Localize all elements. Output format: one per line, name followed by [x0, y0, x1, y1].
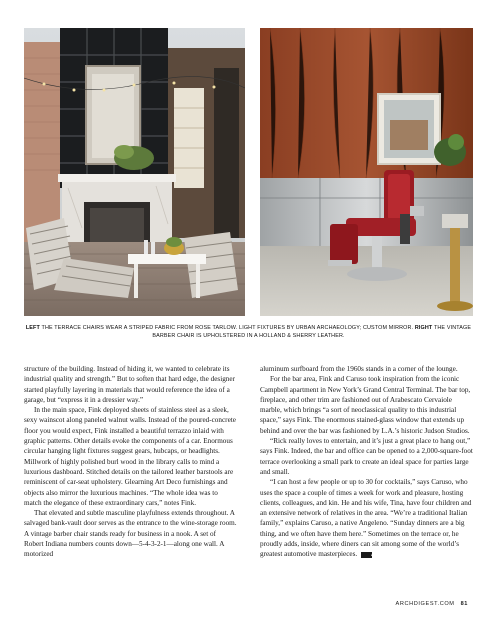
paragraph: In the main space, Fink deployed sheets of stainless steel as a sleek, sexy wainscot along paneled walnut walls. Instead of the poured-concrete floor you would expect, Fink installed a beautiful terrazzo inlaid with graphic patterns. Other details evoke the components of a car. Enormous circular hanging light fixtures suggest gears, hubcaps, or headlights. Millwork of highly polished burl wood in the library calls to mind a luxurious dashboard. Stitched details on the tailored leather barstools are reminiscent of car-seat upholstery. Glearning Art Deco furnishings and objects also mirror the luxurious machines. “The whole idea was to match the elegance of these extraordinary cars,” notes Fink.	[24, 406, 236, 507]
barber-chair-illustration	[260, 28, 473, 316]
paragraph: “Rick really loves to entertain, and it’s just a great place to hang out,” says Fink. Indeed, the bar and office can be opened to a 2,000-square-foot terrace overlooking a small park to create an ideal space for parties large and small.	[260, 437, 473, 476]
paragraph: aluminum surfboard from the 1960s stands in a corner of the lounge.	[260, 365, 458, 373]
caption-left-label: LEFT	[25, 325, 40, 331]
page-folio	[396, 601, 469, 607]
paragraph: That elevated and subtle masculine playfulness extends throughout. A salvaged bank-vault door serves as the entrance to the wine-storage room. A vintage barber chair stands ready for business in a nook. A set of Robert Indiana numbers counts down—5-4-3-2-1—along one wall. A motorized	[24, 509, 237, 559]
paragraph-last	[260, 477, 473, 559]
page-number: 81	[460, 601, 468, 607]
paragraph-text: “I can host a few people or up to 30 for cocktails,” says Caruso, who uses the space a couple of times a week for work and pleasure, hosting clients, colleagues, and kin. He and his wife, Tina, have four children and an extensive network of relatives in the area. “We’re a traditional Italian family,” explains Caruso, a native Angeleno. “Sunday dinners are a big thing, and we often have them here.” Sometimes on the terrace or, he proudly adds, inside, where diners can sit among some of the world’s greatest automotive masterpieces.	[260, 478, 472, 559]
paragraph: For the bar area, Fink and Caruso took inspiration from the iconic Campbell apartment in New York’s Grand Central Terminal. The bar top, fireplace, and other trim are fashioned out of Arabescato Cervaiole marble, which brings “a sort of neoclassical quality to this industrial space,” says Fink. The enormous stained-glass window that extends up behind and over the bar was fashioned by L.A.’s historic Judson Studios.	[260, 375, 471, 435]
caption-left-text: THE TERRACE CHAIRS WEAR A STRIPED FABRIC FROM ROSE TARLOW. LIGHT FIXTURES BY URBAN ARCHAEOLOGY; CUSTOM MIRROR.	[41, 325, 414, 331]
caption-right-label: RIGHT	[414, 325, 433, 331]
terrace-illustration	[24, 28, 245, 316]
end-mark-logo: AD	[361, 552, 372, 558]
paragraph: structure of the building. Instead of hiding it, we wanted to celebrate its industrial quality and strength.” But to soften that hard edge, the designer started playfully layering in materials that would reference the idea of a garage, but “express it in a dressier way.”	[24, 365, 235, 404]
body-column-left	[24, 364, 237, 560]
photo-caption	[24, 324, 473, 340]
body-column-right	[260, 364, 473, 560]
photo-barber-chair	[260, 28, 473, 316]
caption-right-text: THE VINTAGE BARBER CHAIR IS UPHOLSTERED IN A HOLLAND & SHERRY LEATHER.	[152, 325, 472, 339]
photo-terrace	[24, 28, 245, 316]
folio-site: ARCHDIGEST.COM	[395, 601, 455, 607]
